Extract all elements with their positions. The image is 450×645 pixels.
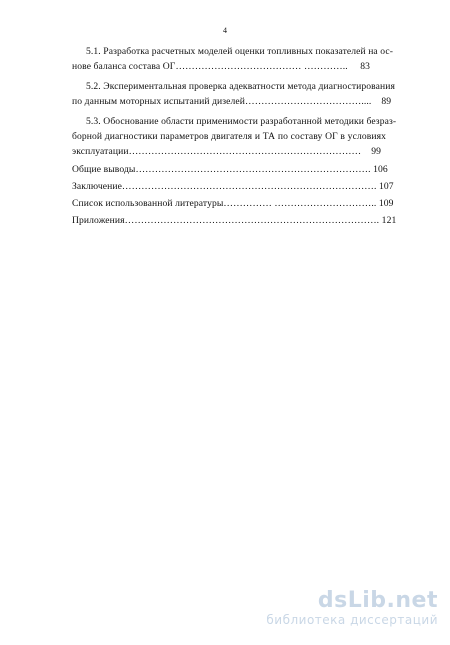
toc-line-appendices: Приложения……………………………………………………………………. 121 <box>72 215 397 226</box>
toc-line-5-2-part2: по данным моторных испытаний дизелей……………………………….... 89 <box>72 96 392 107</box>
toc-line-5-2-part1: 5.2. Экспериментальная проверка адекватности метода диагностирования <box>86 81 396 92</box>
toc-line-references: Список использованной литературы…………… ………………………….. 109 <box>72 198 394 209</box>
toc-line-conclusion: Заключение……………………………………………………………………. 107 <box>72 181 394 192</box>
toc-line-5-3-part3: эксплуатации……………………………………………………………… 99 <box>72 146 382 157</box>
toc-line-5-3-part2: борной диагностики параметров двигателя и ТА по составу ОГ в условиях <box>72 131 386 142</box>
watermark-logo: dsLib.net <box>317 588 438 613</box>
toc-line-5-1-part2: нове баланса состава ОГ………………………………… ………….. 83 <box>72 61 371 72</box>
toc-line-general-conclusions: Общие выводы………………………………………………………………. 106 <box>72 164 388 175</box>
toc-line-5-3-part1: 5.3. Обоснование области применимости разработанной методики безраз- <box>86 116 397 127</box>
page-number: 4 <box>223 26 227 35</box>
watermark <box>266 588 438 627</box>
watermark-tagline: библиотека диссертаций <box>266 613 438 627</box>
toc-line-5-1-part1: 5.1. Разработка расчетных моделей оценки топливных показателей на ос- <box>86 46 394 57</box>
